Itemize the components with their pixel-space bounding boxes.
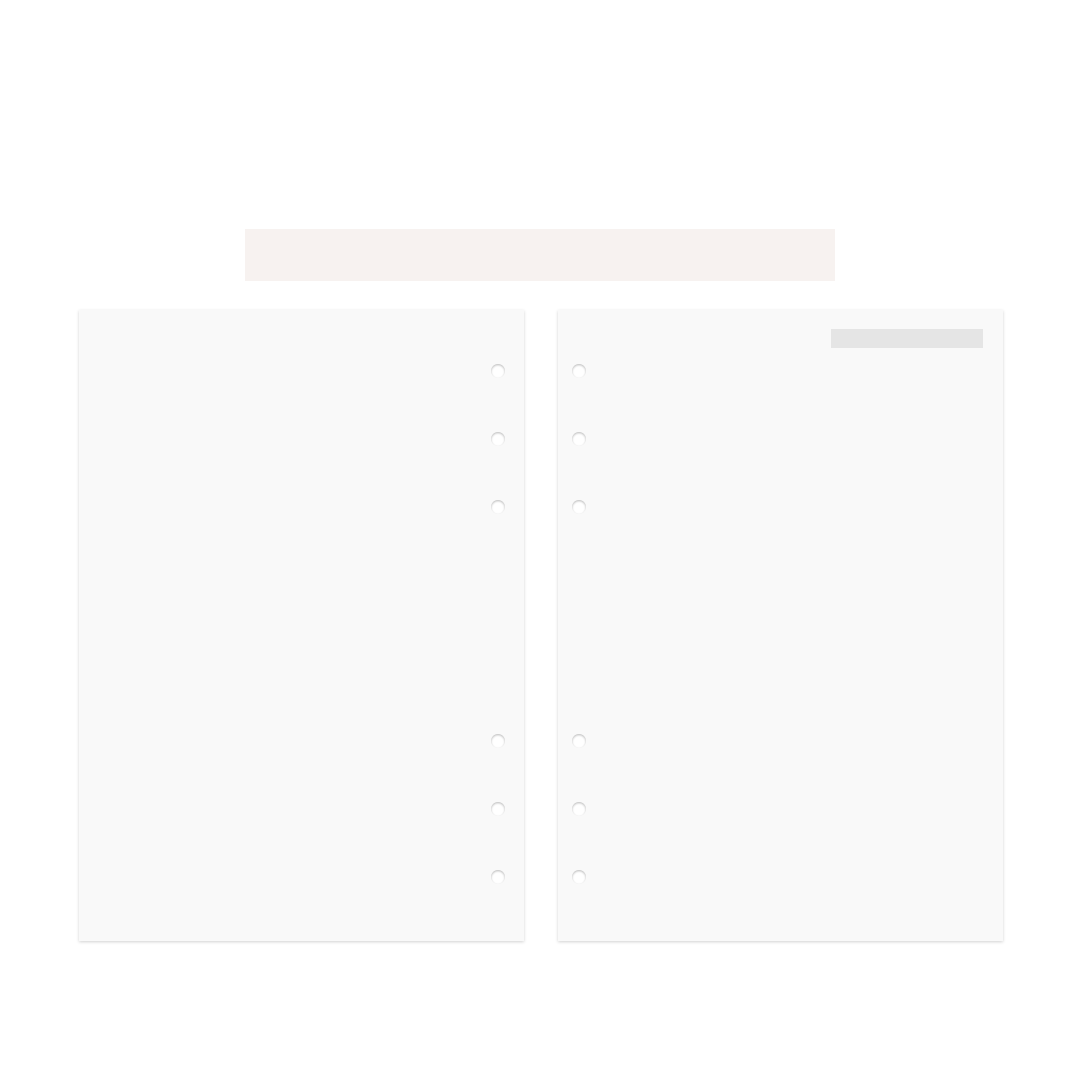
punch-hole	[572, 364, 586, 378]
subtitle-banner	[245, 229, 835, 281]
punch-hole	[491, 432, 505, 446]
punch-hole	[572, 500, 586, 514]
right-planner-page	[558, 310, 1003, 941]
punch-hole	[491, 364, 505, 378]
right-calendar-grid	[558, 310, 1003, 941]
punch-hole	[491, 870, 505, 884]
punch-hole	[572, 870, 586, 884]
left-calendar-grid	[79, 310, 524, 941]
month-field[interactable]	[831, 329, 983, 348]
punch-hole	[572, 734, 586, 748]
punch-hole	[491, 500, 505, 514]
punch-hole	[572, 432, 586, 446]
punch-hole	[491, 734, 505, 748]
left-planner-page	[79, 310, 524, 941]
punch-hole	[491, 802, 505, 816]
punch-hole	[572, 802, 586, 816]
